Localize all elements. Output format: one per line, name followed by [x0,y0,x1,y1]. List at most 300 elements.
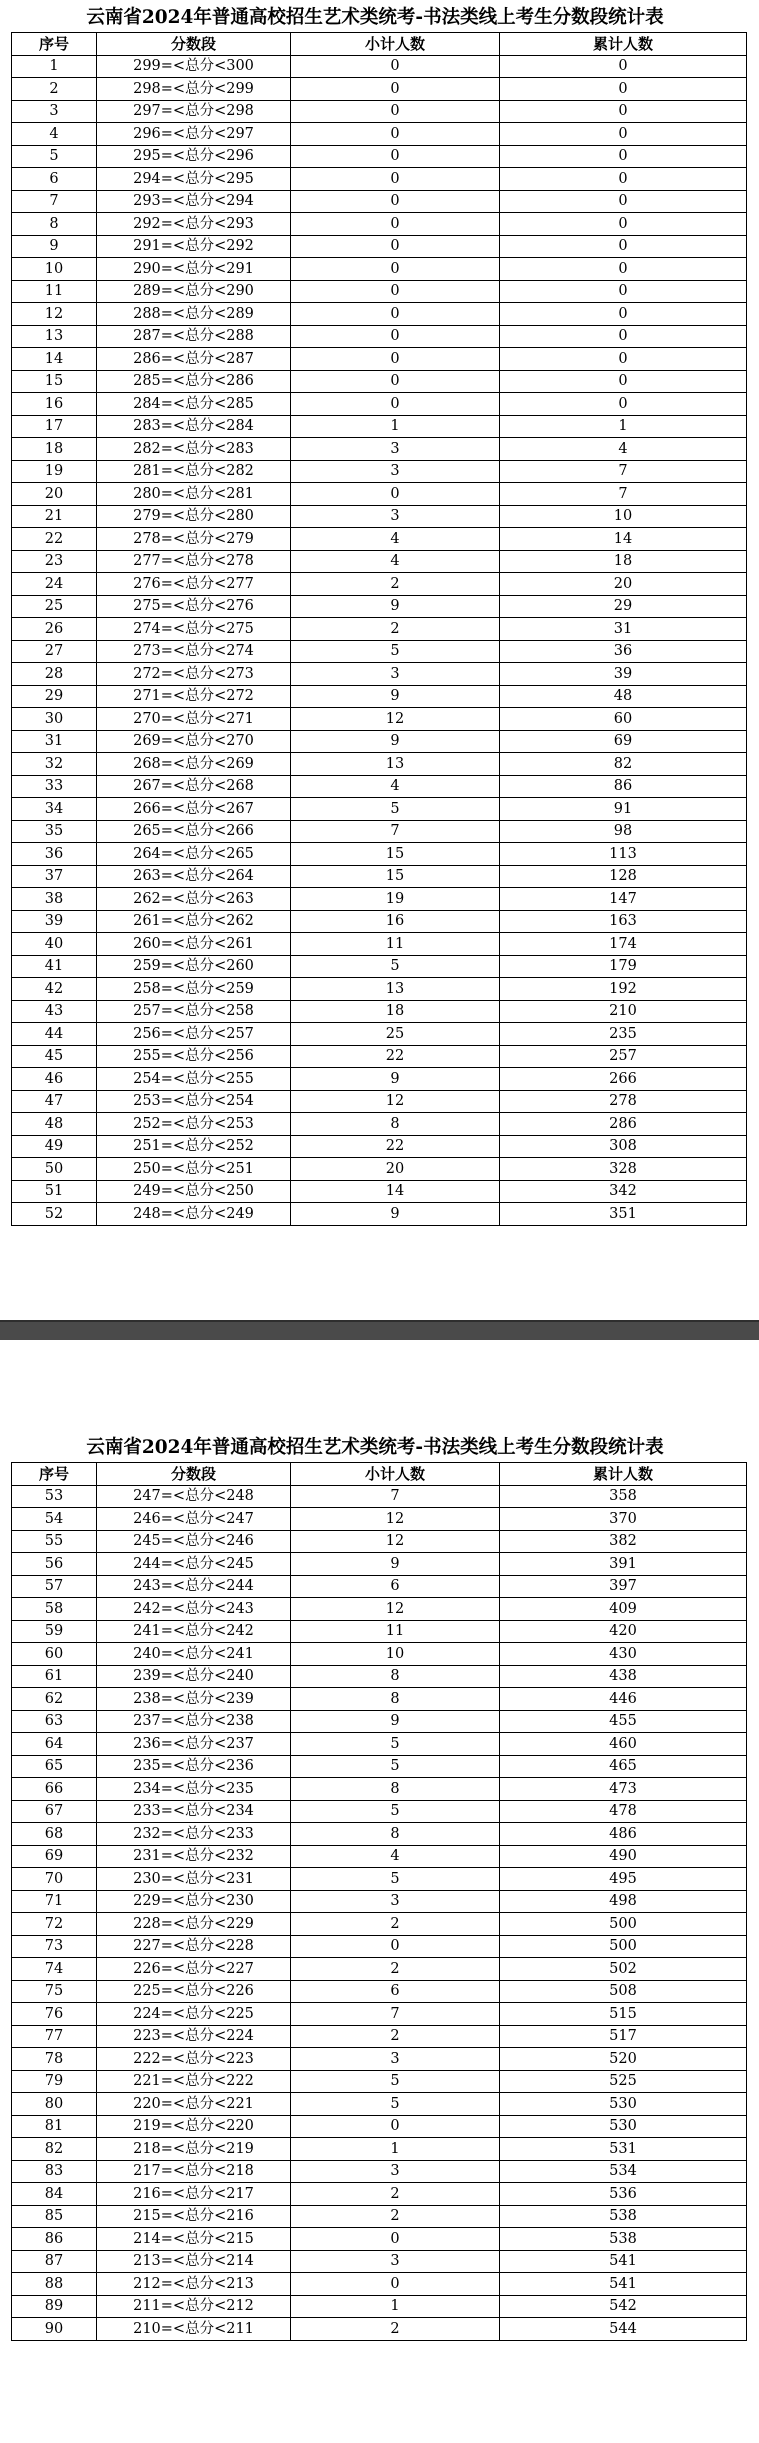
row-number-cell: 87 [12,2250,97,2273]
cumulative-cell: 10 [500,505,747,528]
score-range-cell: 218=<总分<219 [97,2138,291,2161]
table-row [12,325,747,348]
table-row [12,55,747,78]
table-row [12,1113,747,1136]
cumulative-cell: 210 [500,1000,747,1023]
row-number-cell: 58 [12,1598,97,1621]
subtotal-cell: 0 [291,190,500,213]
cumulative-cell: 0 [500,393,747,416]
subtotal-cell: 7 [291,1485,500,1508]
cumulative-cell: 342 [500,1180,747,1203]
subtotal-cell: 2 [291,2183,500,2206]
score-range-cell: 279=<总分<280 [97,505,291,528]
row-number-cell: 29 [12,685,97,708]
table-row [12,100,747,123]
score-range-cell: 260=<总分<261 [97,933,291,956]
row-number-cell: 82 [12,2138,97,2161]
cumulative-cell: 465 [500,1755,747,1778]
score-range-cell: 255=<总分<256 [97,1045,291,1068]
row-number-cell: 65 [12,1755,97,1778]
table-row [12,2025,747,2048]
row-number-cell: 61 [12,1665,97,1688]
score-range-cell: 212=<总分<213 [97,2273,291,2296]
score-range-cell: 290=<总分<291 [97,258,291,281]
table-body [12,1485,747,2340]
cumulative-cell: 0 [500,78,747,101]
subtotal-cell: 8 [291,1778,500,1801]
table-row [12,865,747,888]
table-row [12,2093,747,2116]
table-header-row [12,1463,747,1486]
table-row [12,460,747,483]
subtotal-cell: 0 [291,100,500,123]
subtotal-cell: 4 [291,1845,500,1868]
subtotal-cell: 5 [291,1800,500,1823]
score-range-cell: 280=<总分<281 [97,483,291,506]
score-range-cell: 298=<总分<299 [97,78,291,101]
cumulative-cell: 486 [500,1823,747,1846]
subtotal-cell: 1 [291,2295,500,2318]
table-row [12,1845,747,1868]
subtotal-cell: 2 [291,573,500,596]
cumulative-cell: 0 [500,258,747,281]
subtotal-cell: 22 [291,1045,500,1068]
score-range-cell: 272=<总分<273 [97,663,291,686]
subtotal-cell: 2 [291,2318,500,2341]
subtotal-cell: 5 [291,1868,500,1891]
header-rank: 序号 [12,1463,97,1486]
table-row [12,663,747,686]
cumulative-cell: 542 [500,2295,747,2318]
cumulative-cell: 500 [500,1913,747,1936]
row-number-cell: 47 [12,1090,97,1113]
row-number-cell: 64 [12,1733,97,1756]
subtotal-cell: 9 [291,1710,500,1733]
cumulative-cell: 235 [500,1023,747,1046]
cumulative-cell: 60 [500,708,747,731]
score-range-cell: 250=<总分<251 [97,1158,291,1181]
header-score-range: 分数段 [97,33,291,56]
row-number-cell: 84 [12,2183,97,2206]
table-row [12,1598,747,1621]
score-range-cell: 294=<总分<295 [97,168,291,191]
row-number-cell: 54 [12,1508,97,1531]
subtotal-cell: 9 [291,730,500,753]
row-number-cell: 23 [12,550,97,573]
table-row [12,2250,747,2273]
header-score-range: 分数段 [97,1463,291,1486]
table-row [12,2228,747,2251]
subtotal-cell: 8 [291,1823,500,1846]
row-number-cell: 40 [12,933,97,956]
score-range-cell: 246=<总分<247 [97,1508,291,1531]
cumulative-cell: 31 [500,618,747,641]
subtotal-cell: 6 [291,1575,500,1598]
subtotal-cell: 3 [291,2250,500,2273]
subtotal-cell: 15 [291,865,500,888]
row-number-cell: 38 [12,888,97,911]
cumulative-cell: 517 [500,2025,747,2048]
cumulative-cell: 0 [500,123,747,146]
subtotal-cell: 5 [291,798,500,821]
score-range-cell: 237=<总分<238 [97,1710,291,1733]
score-distribution-table [11,1462,747,2341]
row-number-cell: 28 [12,663,97,686]
table-row [12,1000,747,1023]
row-number-cell: 27 [12,640,97,663]
table-row [12,978,747,1001]
subtotal-cell: 0 [291,2273,500,2296]
row-number-cell: 37 [12,865,97,888]
cumulative-cell: 0 [500,55,747,78]
cumulative-cell: 473 [500,1778,747,1801]
cumulative-cell: 351 [500,1203,747,1226]
score-range-cell: 214=<总分<215 [97,2228,291,2251]
row-number-cell: 9 [12,235,97,258]
cumulative-cell: 446 [500,1688,747,1711]
table-row [12,1023,747,1046]
cumulative-cell: 7 [500,483,747,506]
table-row [12,1868,747,1891]
table-row [12,843,747,866]
score-range-cell: 233=<总分<234 [97,1800,291,1823]
table-row [12,1620,747,1643]
score-range-cell: 278=<总分<279 [97,528,291,551]
table-row [12,775,747,798]
score-range-cell: 247=<总分<248 [97,1485,291,1508]
cumulative-cell: 69 [500,730,747,753]
table-row [12,2070,747,2093]
table-row [12,1890,747,1913]
row-number-cell: 2 [12,78,97,101]
row-number-cell: 89 [12,2295,97,2318]
cumulative-cell: 495 [500,1868,747,1891]
cumulative-cell: 502 [500,1958,747,1981]
score-range-cell: 262=<总分<263 [97,888,291,911]
row-number-cell: 30 [12,708,97,731]
table-row [12,1710,747,1733]
score-range-cell: 254=<总分<255 [97,1068,291,1091]
table-row [12,685,747,708]
score-range-cell: 263=<总分<264 [97,865,291,888]
row-number-cell: 72 [12,1913,97,1936]
cumulative-cell: 82 [500,753,747,776]
table-row [12,1935,747,1958]
row-number-cell: 79 [12,2070,97,2093]
score-range-cell: 228=<总分<229 [97,1913,291,1936]
cumulative-cell: 530 [500,2115,747,2138]
cumulative-cell: 531 [500,2138,747,2161]
cumulative-cell: 515 [500,2003,747,2026]
subtotal-cell: 9 [291,1068,500,1091]
row-number-cell: 56 [12,1553,97,1576]
cumulative-cell: 0 [500,348,747,371]
table-row [12,2318,747,2341]
subtotal-cell: 5 [291,1733,500,1756]
row-number-cell: 15 [12,370,97,393]
row-number-cell: 19 [12,460,97,483]
score-range-cell: 286=<总分<287 [97,348,291,371]
subtotal-cell: 0 [291,370,500,393]
subtotal-cell: 3 [291,505,500,528]
subtotal-cell: 0 [291,2115,500,2138]
subtotal-cell: 15 [291,843,500,866]
table-row [12,1958,747,1981]
score-range-cell: 229=<总分<230 [97,1890,291,1913]
row-number-cell: 3 [12,100,97,123]
score-range-cell: 241=<总分<242 [97,1620,291,1643]
subtotal-cell: 0 [291,145,500,168]
row-number-cell: 88 [12,2273,97,2296]
subtotal-cell: 3 [291,2048,500,2071]
cumulative-cell: 328 [500,1158,747,1181]
table-row [12,1778,747,1801]
row-number-cell: 42 [12,978,97,1001]
score-range-cell: 244=<总分<245 [97,1553,291,1576]
header-rank: 序号 [12,33,97,56]
subtotal-cell: 9 [291,595,500,618]
cumulative-cell: 478 [500,1800,747,1823]
row-number-cell: 51 [12,1180,97,1203]
cumulative-cell: 520 [500,2048,747,2071]
table-row [12,2205,747,2228]
cumulative-cell: 536 [500,2183,747,2206]
table-header-row [12,33,747,56]
score-range-cell: 240=<总分<241 [97,1643,291,1666]
row-number-cell: 53 [12,1485,97,1508]
cumulative-cell: 500 [500,1935,747,1958]
row-number-cell: 75 [12,1980,97,2003]
subtotal-cell: 3 [291,460,500,483]
table-row [12,798,747,821]
row-number-cell: 13 [12,325,97,348]
table-row [12,438,747,461]
score-range-cell: 292=<总分<293 [97,213,291,236]
subtotal-cell: 4 [291,775,500,798]
cumulative-cell: 530 [500,2093,747,2116]
score-range-cell: 285=<总分<286 [97,370,291,393]
subtotal-cell: 1 [291,2138,500,2161]
score-range-cell: 221=<总分<222 [97,2070,291,2093]
score-range-cell: 252=<总分<253 [97,1113,291,1136]
table-row [12,415,747,438]
table-row [12,1508,747,1531]
row-number-cell: 80 [12,2093,97,2116]
row-number-cell: 71 [12,1890,97,1913]
row-number-cell: 35 [12,820,97,843]
row-number-cell: 44 [12,1023,97,1046]
table-row [12,2048,747,2071]
score-range-cell: 264=<总分<265 [97,843,291,866]
cumulative-cell: 0 [500,303,747,326]
score-range-cell: 289=<总分<290 [97,280,291,303]
table-body [12,55,747,1225]
row-number-cell: 8 [12,213,97,236]
subtotal-cell: 3 [291,663,500,686]
row-number-cell: 76 [12,2003,97,2026]
subtotal-cell: 3 [291,2160,500,2183]
score-range-cell: 266=<总分<267 [97,798,291,821]
table-row [12,78,747,101]
table-row [12,1158,747,1181]
cumulative-cell: 278 [500,1090,747,1113]
table-row [12,483,747,506]
table-row [12,820,747,843]
score-range-cell: 296=<总分<297 [97,123,291,146]
table-row [12,640,747,663]
subtotal-cell: 0 [291,123,500,146]
table-row [12,280,747,303]
score-range-cell: 248=<总分<249 [97,1203,291,1226]
table-row [12,1688,747,1711]
score-range-cell: 227=<总分<228 [97,1935,291,1958]
cumulative-cell: 0 [500,370,747,393]
cumulative-cell: 98 [500,820,747,843]
subtotal-cell: 0 [291,325,500,348]
cumulative-cell: 538 [500,2228,747,2251]
cumulative-cell: 36 [500,640,747,663]
table-row [12,190,747,213]
cumulative-cell: 534 [500,2160,747,2183]
table-row [12,2295,747,2318]
cumulative-cell: 0 [500,325,747,348]
cumulative-cell: 91 [500,798,747,821]
cumulative-cell: 455 [500,1710,747,1733]
table-row [12,1800,747,1823]
table-row [12,933,747,956]
row-number-cell: 73 [12,1935,97,1958]
subtotal-cell: 7 [291,820,500,843]
row-number-cell: 49 [12,1135,97,1158]
table-row [12,505,747,528]
subtotal-cell: 12 [291,1530,500,1553]
score-range-cell: 220=<总分<221 [97,2093,291,2116]
score-range-cell: 293=<总分<294 [97,190,291,213]
cumulative-cell: 525 [500,2070,747,2093]
score-range-cell: 271=<总分<272 [97,685,291,708]
subtotal-cell: 9 [291,685,500,708]
table-row [12,1090,747,1113]
cumulative-cell: 0 [500,190,747,213]
score-range-cell: 239=<总分<240 [97,1665,291,1688]
table-row [12,258,747,281]
cumulative-cell: 541 [500,2273,747,2296]
cumulative-cell: 174 [500,933,747,956]
row-number-cell: 59 [12,1620,97,1643]
table-row [12,618,747,641]
row-number-cell: 25 [12,595,97,618]
score-range-cell: 274=<总分<275 [97,618,291,641]
subtotal-cell: 4 [291,528,500,551]
table-row [12,123,747,146]
cumulative-cell: 7 [500,460,747,483]
score-range-cell: 211=<总分<212 [97,2295,291,2318]
subtotal-cell: 9 [291,1203,500,1226]
row-number-cell: 60 [12,1643,97,1666]
subtotal-cell: 11 [291,933,500,956]
subtotal-cell: 20 [291,1158,500,1181]
subtotal-cell: 8 [291,1688,500,1711]
score-range-cell: 276=<总分<277 [97,573,291,596]
header-subtotal: 小计人数 [291,1463,500,1486]
score-range-cell: 282=<总分<283 [97,438,291,461]
row-number-cell: 45 [12,1045,97,1068]
score-range-cell: 267=<总分<268 [97,775,291,798]
row-number-cell: 7 [12,190,97,213]
cumulative-cell: 257 [500,1045,747,1068]
table-row [12,1980,747,2003]
subtotal-cell: 12 [291,1090,500,1113]
cumulative-cell: 438 [500,1665,747,1688]
subtotal-cell: 12 [291,1508,500,1531]
table-row [12,1530,747,1553]
subtotal-cell: 5 [291,2093,500,2116]
table-row [12,1068,747,1091]
row-number-cell: 17 [12,415,97,438]
cumulative-cell: 0 [500,235,747,258]
row-number-cell: 86 [12,2228,97,2251]
table-row [12,708,747,731]
row-number-cell: 46 [12,1068,97,1091]
row-number-cell: 90 [12,2318,97,2341]
table-row [12,1180,747,1203]
score-range-cell: 223=<总分<224 [97,2025,291,2048]
row-number-cell: 26 [12,618,97,641]
row-number-cell: 4 [12,123,97,146]
cumulative-cell: 128 [500,865,747,888]
score-range-cell: 291=<总分<292 [97,235,291,258]
subtotal-cell: 18 [291,1000,500,1023]
cumulative-cell: 498 [500,1890,747,1913]
score-range-cell: 217=<总分<218 [97,2160,291,2183]
score-range-cell: 288=<总分<289 [97,303,291,326]
cumulative-cell: 39 [500,663,747,686]
score-range-cell: 236=<总分<237 [97,1733,291,1756]
score-range-cell: 234=<总分<235 [97,1778,291,1801]
score-range-cell: 299=<总分<300 [97,55,291,78]
row-number-cell: 31 [12,730,97,753]
cumulative-cell: 409 [500,1598,747,1621]
cumulative-cell: 0 [500,145,747,168]
score-range-cell: 256=<总分<257 [97,1023,291,1046]
subtotal-cell: 0 [291,213,500,236]
row-number-cell: 67 [12,1800,97,1823]
score-range-cell: 222=<总分<223 [97,2048,291,2071]
score-range-cell: 259=<总分<260 [97,955,291,978]
subtotal-cell: 0 [291,348,500,371]
subtotal-cell: 2 [291,2205,500,2228]
subtotal-cell: 13 [291,978,500,1001]
subtotal-cell: 0 [291,2228,500,2251]
table-row [12,573,747,596]
subtotal-cell: 0 [291,168,500,191]
row-number-cell: 14 [12,348,97,371]
row-number-cell: 55 [12,1530,97,1553]
table-row [12,1045,747,1068]
cumulative-cell: 544 [500,2318,747,2341]
subtotal-cell: 16 [291,910,500,933]
cumulative-cell: 86 [500,775,747,798]
row-number-cell: 43 [12,1000,97,1023]
score-range-cell: 283=<总分<284 [97,415,291,438]
row-number-cell: 10 [12,258,97,281]
score-range-cell: 245=<总分<246 [97,1530,291,1553]
cumulative-cell: 541 [500,2250,747,2273]
table-row [12,1755,747,1778]
subtotal-cell: 5 [291,2070,500,2093]
row-number-cell: 16 [12,393,97,416]
score-range-cell: 257=<总分<258 [97,1000,291,1023]
